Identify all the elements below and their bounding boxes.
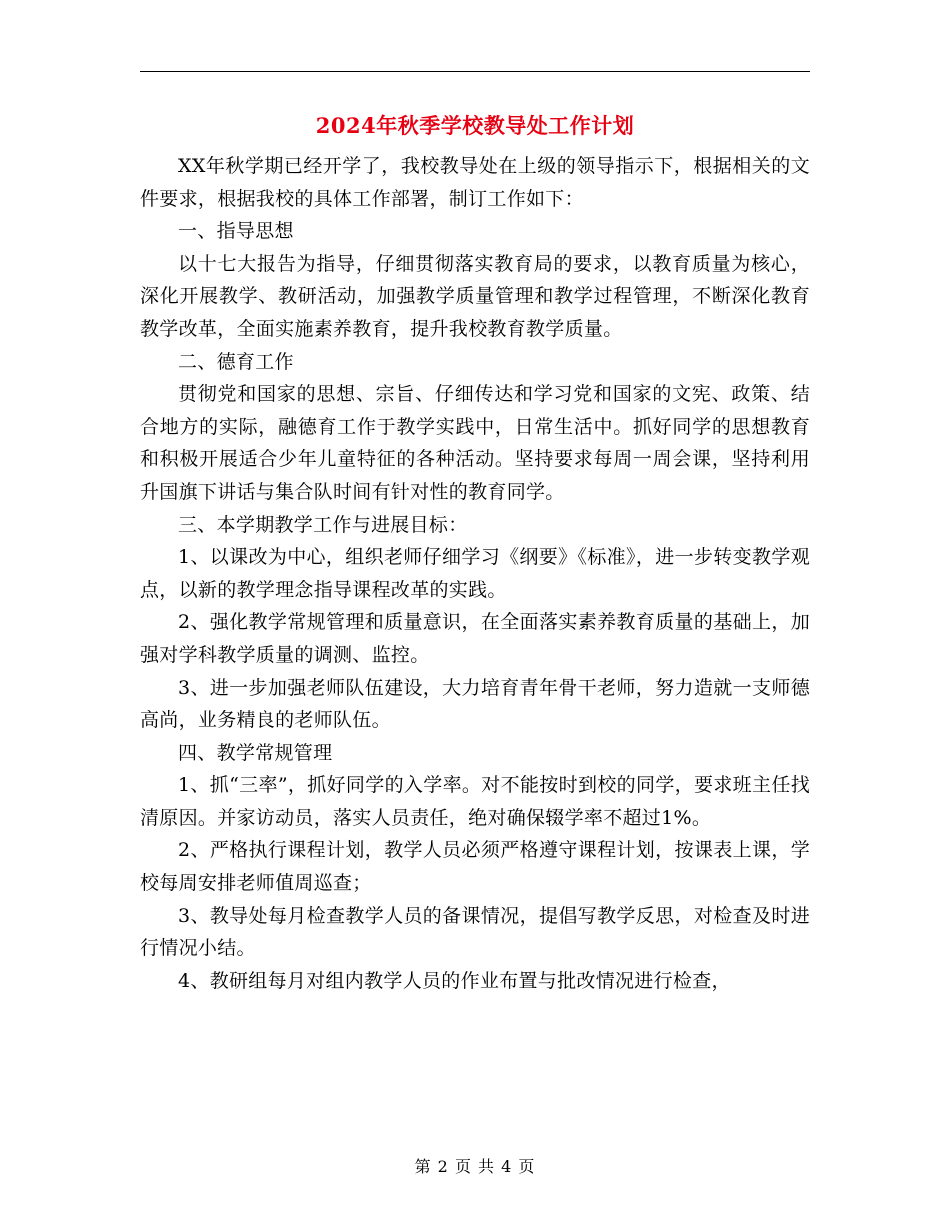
paragraph-intro: XX年秋学期已经开学了，我校教导处在上级的领导指示下，根据相关的文件要求，根据我校的具体工作部署，制订工作如下： — [140, 155, 810, 210]
list-item-routine-1: 1、抓“三率”，抓好同学的入学率。对不能按时到校的同学，要求班主任找清原因。并家访动员，落实人员责任，绝对确保辍学率不超过1%。 — [140, 774, 810, 829]
section-heading-moral-education: 二、德育工作 — [178, 350, 294, 373]
document-body — [140, 150, 810, 997]
paragraph-moral-education: 贯彻党和国家的思想、宗旨、仔细传达和学习党和国家的文宪、政策、结合地方的实际，融德育工作于教学实践中，日常生活中。抓好同学的思想教育和积极开展适合少年儿童特征的各种活动。坚持要求每周一周会课，坚持利用升国旗下讲话与集合队时间有针对性的教育同学。 — [140, 383, 810, 503]
list-item-routine-3: 3、教导处每月检查教学人员的备课情况，提倡写教学反思，对检查及时进行情况小结。 — [140, 904, 810, 960]
header-rule — [140, 71, 810, 72]
page-number-footer: 第 2 页 共 4 页 — [414, 1157, 536, 1176]
section-heading-routine-management: 四、教学常规管理 — [178, 741, 333, 764]
section-heading-teaching-goals: 三、本学期教学工作与进展目标： — [178, 513, 468, 536]
list-item-goal-3: 3、进一步加强老师队伍建设，大力培育青年骨干老师，努力造就一支师德高尚，业务精良的老师队伍。 — [140, 676, 810, 732]
list-item-routine-4: 4、教研组每月对组内教学人员的作业布置与批改情况进行检查， — [178, 969, 731, 992]
section-heading-guiding-ideology: 一、指导思想 — [178, 220, 294, 243]
list-item-goal-2: 2、强化教学常规管理和质量意识，在全面落实素养教育质量的基础上，加强对学科教学质量的调测、监控。 — [140, 611, 810, 666]
list-item-routine-2: 2、严格执行课程计划，教学人员必须严格遵守课程计划，按课表上课，学校每周安排老师值周巡查； — [140, 839, 810, 895]
list-item-goal-1: 1、以课改为中心，组织老师仔细学习《纲要》《标准》，进一步转变教学观点，以新的教学理念指导课程改革的实践。 — [140, 546, 810, 601]
document-title: 2024年秋季学校教导处工作计划 — [315, 113, 635, 138]
paragraph-guiding-ideology: 以十七大报告为指导，仔细贯彻落实教育局的要求，以教育质量为核心，深化开展教学、教研活动，加强教学质量管理和教学过程管理，不断深化教育教学改革，全面实施素养教育，提升我校教育教学质量。 — [140, 252, 810, 340]
